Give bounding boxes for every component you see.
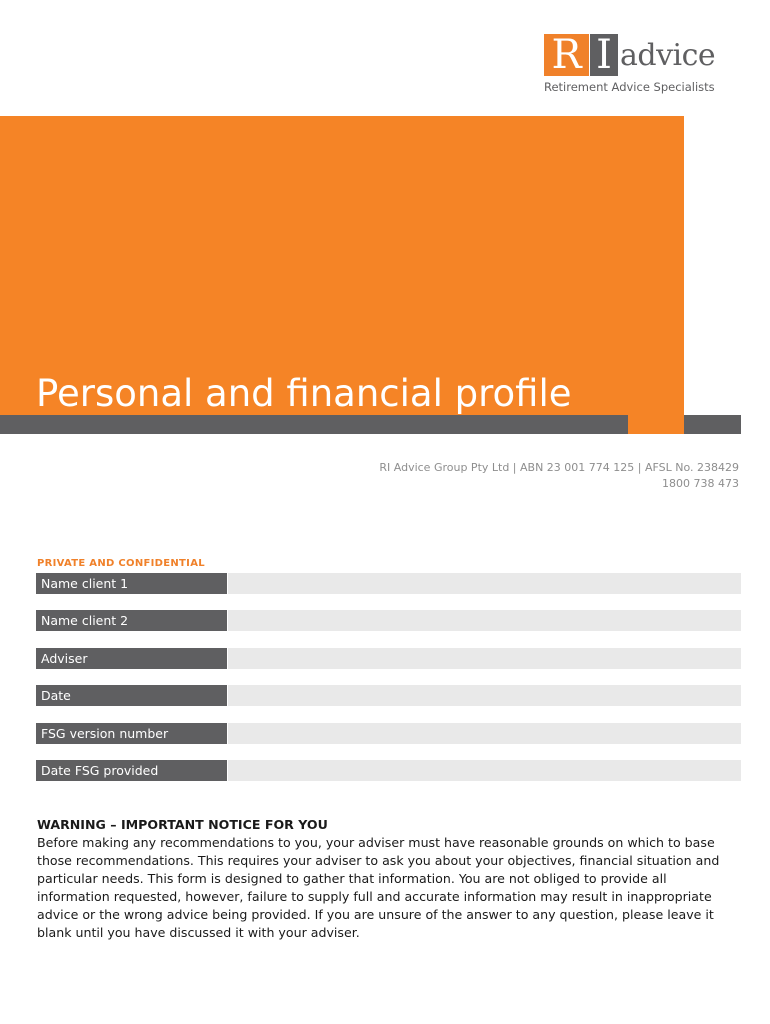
fsg-version-input[interactable]	[228, 723, 741, 744]
field-row-adviser	[36, 648, 741, 669]
date-fsg-provided-input[interactable]	[228, 760, 741, 781]
field-row-date	[36, 685, 741, 706]
logo-letter-r: R	[544, 34, 589, 76]
warning-body: Before making any recommendations to you, your adviser must have reasonable grounds on which to base those recommendations. This requires your adviser to ask you about your objectives, financial situation and particular needs. This form is designed to gather that information. You are not obliged to provide all information requested, however, failure to supply full and accurate information may result in inappropriate advice or the wrong advice being provided. If you are unsure of the answer to any question, please leave it blank until you have discussed it with your adviser.	[37, 835, 720, 940]
banner-divider-left	[0, 415, 628, 434]
company-details	[379, 460, 739, 492]
logo-wordmark: advice	[620, 38, 716, 73]
logo-letter-i: I	[590, 34, 618, 76]
field-label: Adviser	[36, 648, 227, 669]
company-registration: RI Advice Group Pty Ltd | ABN 23 001 774 125 | AFSL No. 238429	[379, 461, 739, 474]
field-label: Date	[36, 685, 227, 706]
field-label: FSG version number	[36, 723, 227, 744]
company-phone: 1800 738 473	[662, 477, 739, 490]
field-label: Name client 1	[36, 573, 227, 594]
warning-notice	[37, 816, 737, 942]
field-row-date-fsg-provided	[36, 760, 741, 781]
field-label: Name client 2	[36, 610, 227, 631]
date-input[interactable]	[228, 685, 741, 706]
banner-divider-right	[684, 415, 741, 434]
field-label: Date FSG provided	[36, 760, 227, 781]
page-title: Personal and financial profile	[36, 372, 572, 415]
field-row-fsg-version	[36, 723, 741, 744]
name-client-2-input[interactable]	[228, 610, 741, 631]
field-row-name-client-1	[36, 573, 741, 594]
field-row-name-client-2	[36, 610, 741, 631]
warning-title: WARNING – IMPORTANT NOTICE FOR YOU	[37, 817, 328, 832]
name-client-1-input[interactable]	[228, 573, 741, 594]
adviser-input[interactable]	[228, 648, 741, 669]
logo-tagline: Retirement Advice Specialists	[544, 80, 715, 94]
section-heading: PRIVATE AND CONFIDENTIAL	[37, 558, 205, 569]
ri-advice-logo	[544, 34, 744, 98]
